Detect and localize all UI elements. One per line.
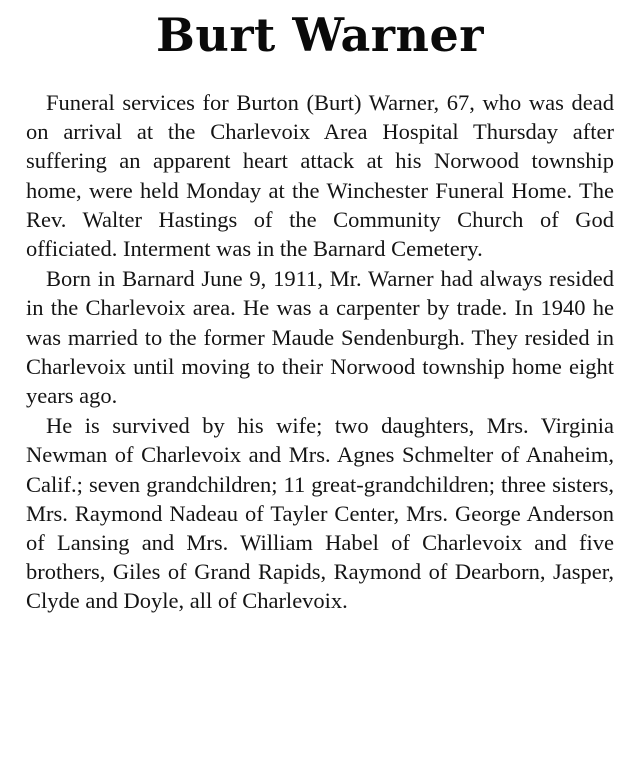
paragraph-funeral-services: Funeral services for Burton (Burt) Warner, 67, who was dead on arrival at the Charlevoix Area Hospital Thursday after suffering an apparent heart attack at his Norwood township home, were held Monday at the Winchester Funeral Home. The Rev. Walter Hastings of the Community Church of God officiated. Interment was in the Barnard Cemetery. xyxy=(26,90,614,262)
paragraph-survivors: He is survived by his wife; two daughters, Mrs. Virginia Newman of Charlevoix and Mrs. Agnes Schmelter of Anaheim, Calif.; seven grandchildren; 11 great-grandchildren; three sisters, Mrs. Raymond Nadeau of Tayler Center, Mrs. George Anderson of Lansing and Mrs. William Habel of Charlevoix and five brothers, Giles of Grand Rapids, Raymond of Dearborn, Jasper, Clyde and Doyle, all of Charlevoix. xyxy=(26,413,614,614)
paragraph-biography: Born in Barnard June 9, 1911, Mr. Warner had always resided in the Charlevoix area. He was a carpenter by trade. In 1940 he was married to the former Maude Sendenburgh. They resided in Charlevoix until moving to their Norwood township home eight years ago. xyxy=(26,266,614,409)
article-body xyxy=(26,88,614,616)
headline: Burt Warner xyxy=(156,8,484,62)
